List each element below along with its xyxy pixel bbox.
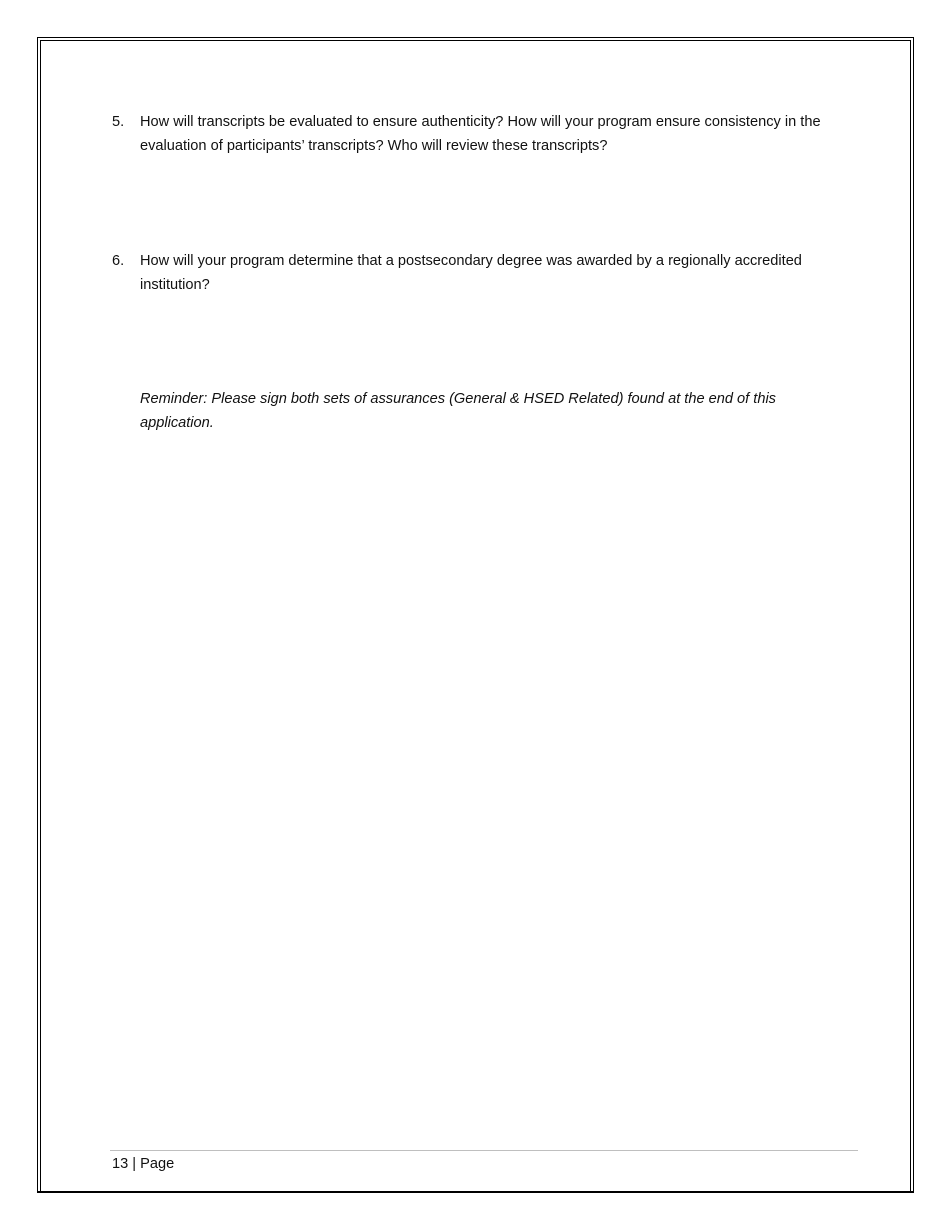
reminder-note: Reminder: Please sign both sets of assurances (General & HSED Related) found at the end of this application. — [140, 391, 776, 431]
page-number: 13 — [112, 1156, 129, 1172]
footer-separator: | — [132, 1156, 137, 1172]
question-number: 6. — [112, 253, 125, 269]
footer-divider — [110, 1150, 858, 1151]
question-5 — [112, 110, 852, 158]
page-label: Page — [140, 1156, 175, 1172]
page-border-inner — [40, 40, 911, 1191]
question-text: How will transcripts be evaluated to ensure authenticity? How will your program ensure consistency in the evaluation of participants’ transcripts? Who will review these transcripts? — [140, 114, 821, 154]
question-text: How will your program determine that a postsecondary degree was awarded by a regionally accredited institution? — [140, 253, 802, 293]
page-footer — [112, 1154, 174, 1174]
question-number: 5. — [112, 114, 125, 130]
question-6 — [112, 249, 852, 297]
